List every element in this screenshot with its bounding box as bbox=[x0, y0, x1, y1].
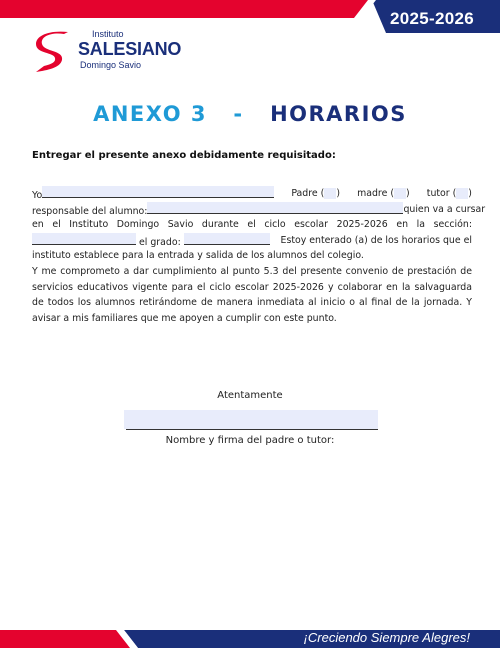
salesiano-s-icon bbox=[34, 30, 78, 74]
label-padre: Padre ( bbox=[291, 188, 325, 199]
signature-line bbox=[126, 429, 378, 430]
form-line-5: instituto establece para la entrada y salida de los alumnos del colegio. bbox=[32, 250, 364, 262]
grade-field[interactable] bbox=[184, 233, 270, 245]
padre-checkbox[interactable] bbox=[324, 188, 336, 199]
form-line-2 bbox=[32, 202, 486, 218]
label-estoy: Estoy enterado (a) de los horarios que el bbox=[280, 234, 472, 246]
footer-band bbox=[0, 615, 500, 648]
name-field[interactable] bbox=[42, 186, 274, 198]
logo-sub-text: Domingo Savio bbox=[80, 60, 142, 70]
student-name-field[interactable] bbox=[147, 202, 403, 214]
madre-checkbox[interactable] bbox=[394, 188, 406, 199]
label-yo: Yo bbox=[32, 190, 43, 201]
tutor-checkbox[interactable] bbox=[456, 188, 468, 199]
closing-text: Atentamente bbox=[217, 390, 283, 401]
title-schedules: HORARIOS bbox=[270, 102, 407, 126]
logo-top-text: Instituto bbox=[92, 29, 124, 39]
paren-close: ) bbox=[405, 188, 410, 199]
slogan: ¡Creciendo Siempre Alegres! bbox=[303, 630, 470, 645]
signature-label: Nombre y firma del padre o tutor: bbox=[165, 435, 335, 446]
school-year: 2025-2026 bbox=[390, 9, 474, 28]
form-body bbox=[32, 186, 486, 326]
label-tutor: tutor ( bbox=[426, 188, 457, 199]
label-quien: quien va a cursar bbox=[403, 203, 486, 215]
section-field[interactable] bbox=[32, 233, 136, 245]
paren-close: ) bbox=[336, 188, 340, 199]
signature-field[interactable] bbox=[124, 410, 378, 429]
form-line-3: en el Instituto Domingo Savio durante el ciclo escolar 2025-2026 en la sección: bbox=[32, 219, 472, 231]
page-title bbox=[0, 102, 500, 126]
label-madre: madre ( bbox=[357, 188, 394, 199]
school-logo bbox=[34, 28, 182, 74]
form-line-4 bbox=[32, 233, 472, 249]
logo-main-text: SALESIANO bbox=[78, 39, 182, 59]
label-responsable: responsable del alumno: bbox=[32, 205, 148, 217]
commitment-paragraph: Y me comprometo a dar cumplimiento al punto 5.3 del presente convenio de prestación de servicios educativos vigente para el ciclo escolar 2025-2026 y colaborar en la salvaguarda de todos los alumnos retirándome de manera inmediata al inicio o al final de la jornada. Y avisar a mis familiares que me apoyen a cumplir con este punto. bbox=[32, 265, 472, 324]
title-dash: - bbox=[233, 102, 244, 126]
label-grado: el grado: bbox=[138, 236, 181, 248]
title-annex: ANEXO 3 bbox=[93, 102, 207, 126]
instructions: Entregar el presente anexo debidamente requisitado: bbox=[32, 150, 336, 161]
paren-close: ) bbox=[468, 188, 472, 199]
form-line-1 bbox=[32, 186, 472, 202]
